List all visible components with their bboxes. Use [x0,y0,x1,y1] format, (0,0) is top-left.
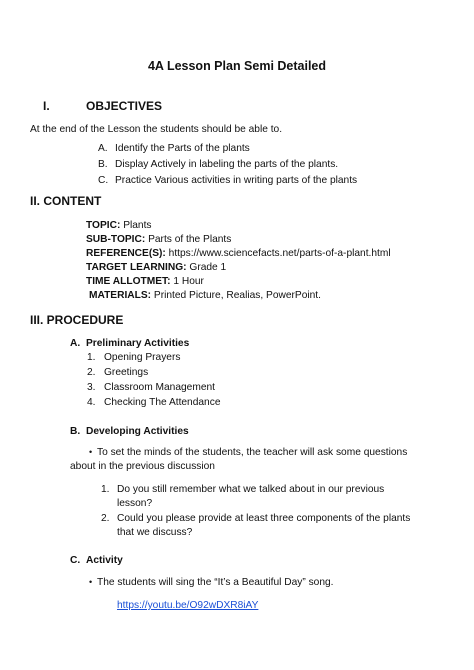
preliminary-item: Classroom Management [104,382,215,393]
preliminary-item: Greetings [104,367,149,378]
question-line: lesson? [117,498,153,509]
objective-item: Practice Various activities in writing parts of the plants [115,175,358,186]
preliminary-heading: Preliminary Activities [86,338,190,349]
field-label: MATERIALS [89,290,148,301]
field-label: TARGET LEARNING [86,262,184,273]
question-marker: 2. [101,513,110,524]
question-marker: 1. [101,484,110,495]
field-value: https://www.sciencefacts.net/parts-of-a-plant.html [165,248,391,259]
preliminary-marker: A. [70,338,81,349]
page-title: 4A Lesson Plan Semi Detailed [147,59,327,73]
preliminary-marker: 4. [87,397,96,408]
content-field-time-allotment: TIME ALLOTMET: 1 Hour [86,276,204,287]
objective-item: Display Actively in labeling the parts of the plants. [115,159,339,170]
content-heading: II. CONTENT [30,194,102,208]
content-field-references: REFERENCE(S): https://www.sciencefacts.net/parts-of-a-plant.html [86,248,391,259]
field-label: REFERENCE(S) [86,248,163,259]
developing-heading: Developing Activities [86,426,189,437]
field-value: 1 Hour [170,276,204,287]
question-line: Could you please provide at least three components of the plants [117,513,411,524]
field-value: Parts of the Plants [145,234,232,245]
objectives-heading: OBJECTIVES [86,99,163,113]
activity-heading: Activity [86,555,123,566]
objective-marker: B. [98,159,108,170]
field-label: TOPIC [86,220,117,231]
procedure-heading: III. PROCEDURE [30,313,124,327]
field-value: Grade 1 [186,262,227,273]
preliminary-marker: 3. [87,382,96,393]
bullet-icon: • [89,577,93,587]
developing-intro-line2: about in the previous discussion [70,461,215,472]
objective-marker: A. [98,143,108,154]
bullet-icon: • [89,447,93,457]
developing-marker: B. [70,426,81,437]
field-value: Printed Picture, Realias, PowerPoint. [151,290,321,301]
content-field-target-learning: TARGET LEARNING: Grade 1 [86,262,227,273]
objectives-numeral: I. [43,99,50,113]
preliminary-marker: 1. [87,352,96,363]
song-video-link[interactable]: https://youtu.be/O92wDXR8iAY [117,600,259,611]
activity-marker: C. [70,555,81,566]
developing-intro-line1: To set the minds of the students, the teacher will ask some questions [97,447,408,458]
question-line: Do you still remember what we talked about in our previous [117,484,385,495]
field-label: TIME ALLOTMET [86,276,168,287]
content-field-topic: TOPIC: Plants [86,220,152,231]
preliminary-item: Opening Prayers [104,352,181,363]
preliminary-marker: 2. [87,367,96,378]
objective-item: Identify the Parts of the plants [115,143,250,154]
field-label: SUB-TOPIC [86,234,142,245]
preliminary-item: Checking The Attendance [104,397,221,408]
content-field-materials: MATERIALS: Printed Picture, Realias, PowerPoint. [89,290,321,301]
objective-marker: C. [98,175,109,186]
field-value: Plants [120,220,152,231]
content-field-subtopic: SUB-TOPIC: Parts of the Plants [86,234,232,245]
objectives-intro: At the end of the Lesson the students should be able to. [30,124,283,135]
question-line: that we discuss? [117,527,193,538]
activity-text: The students will sing the “It’s a Beautiful Day” song. [97,577,334,588]
